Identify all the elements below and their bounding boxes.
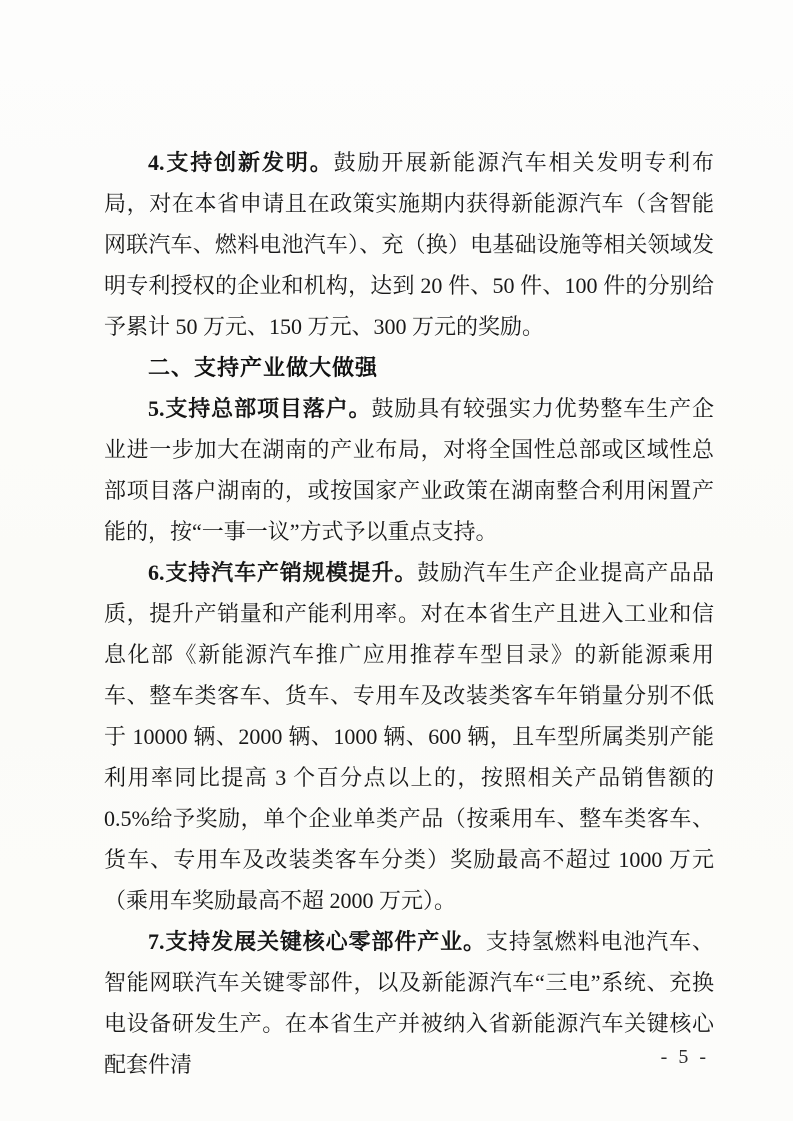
section-4-lead: 4.支持创新发明。: [148, 150, 334, 175]
section-7-body: 支持氢燃料电池汽车、智能网联汽车关键零部件，以及新能源汽车“三电”系统、充换电设备研发生产。在本省生产并被纳入省新能源汽车关键核心配套件清: [104, 929, 714, 1077]
section-6-lead: 6.支持汽车产销规模提升。: [148, 560, 418, 585]
paragraph-section-5: [104, 388, 714, 552]
section-heading-2: 二、支持产业做大做强: [148, 355, 379, 380]
paragraph-section-7: [104, 921, 714, 1085]
section-7-lead: 7.支持发展关键核心零部件产业。: [148, 929, 486, 954]
page-number: - 5 -: [660, 1046, 709, 1068]
section-4-body: 鼓励开展新能源汽车相关发明专利布局，对在本省申请且在政策实施期内获得新能源汽车（含智能网联汽车、燃料电池汽车）、充（换）电基础设施等相关领域发明专利授权的企业和机构，达到 20 件、50 件、100 件的分别给予累计 50 万元、150 万元、300 万元的奖励。: [104, 150, 714, 339]
document-body: [104, 142, 714, 1085]
paragraph-section-6: [104, 552, 714, 921]
section-6-body: 鼓励汽车生产企业提高产品品质，提升产销量和产能利用率。对在本省生产且进入工业和信息化部《新能源汽车推广应用推荐车型目录》的新能源乘用车、整车类客车、货车、专用车及改装类客车年销量分别不低于 10000 辆、2000 辆、1000 辆、600 辆，且车型所属类别产能利用率同比提高 3 个百分点以上的，按照相关产品销售额的 0.5%给予奖励，单个企业单类产品（按乘用车、整车类客车、货车、专用车及改装类客车分类）奖励最高不超过 1000 万元（乘用车奖励最高不超 2000 万元）。: [104, 560, 714, 913]
section-5-lead: 5.支持总部项目落户。: [148, 396, 372, 421]
section-5-body: 鼓励具有较强实力优势整车生产企业进一步加大在湖南的产业布局，对将全国性总部或区域性总部项目落户湖南的，或按国家产业政策在湖南整合利用闲置产能的，按“一事一议”方式予以重点支持。: [104, 396, 714, 544]
paragraph-section-4: [104, 142, 714, 347]
